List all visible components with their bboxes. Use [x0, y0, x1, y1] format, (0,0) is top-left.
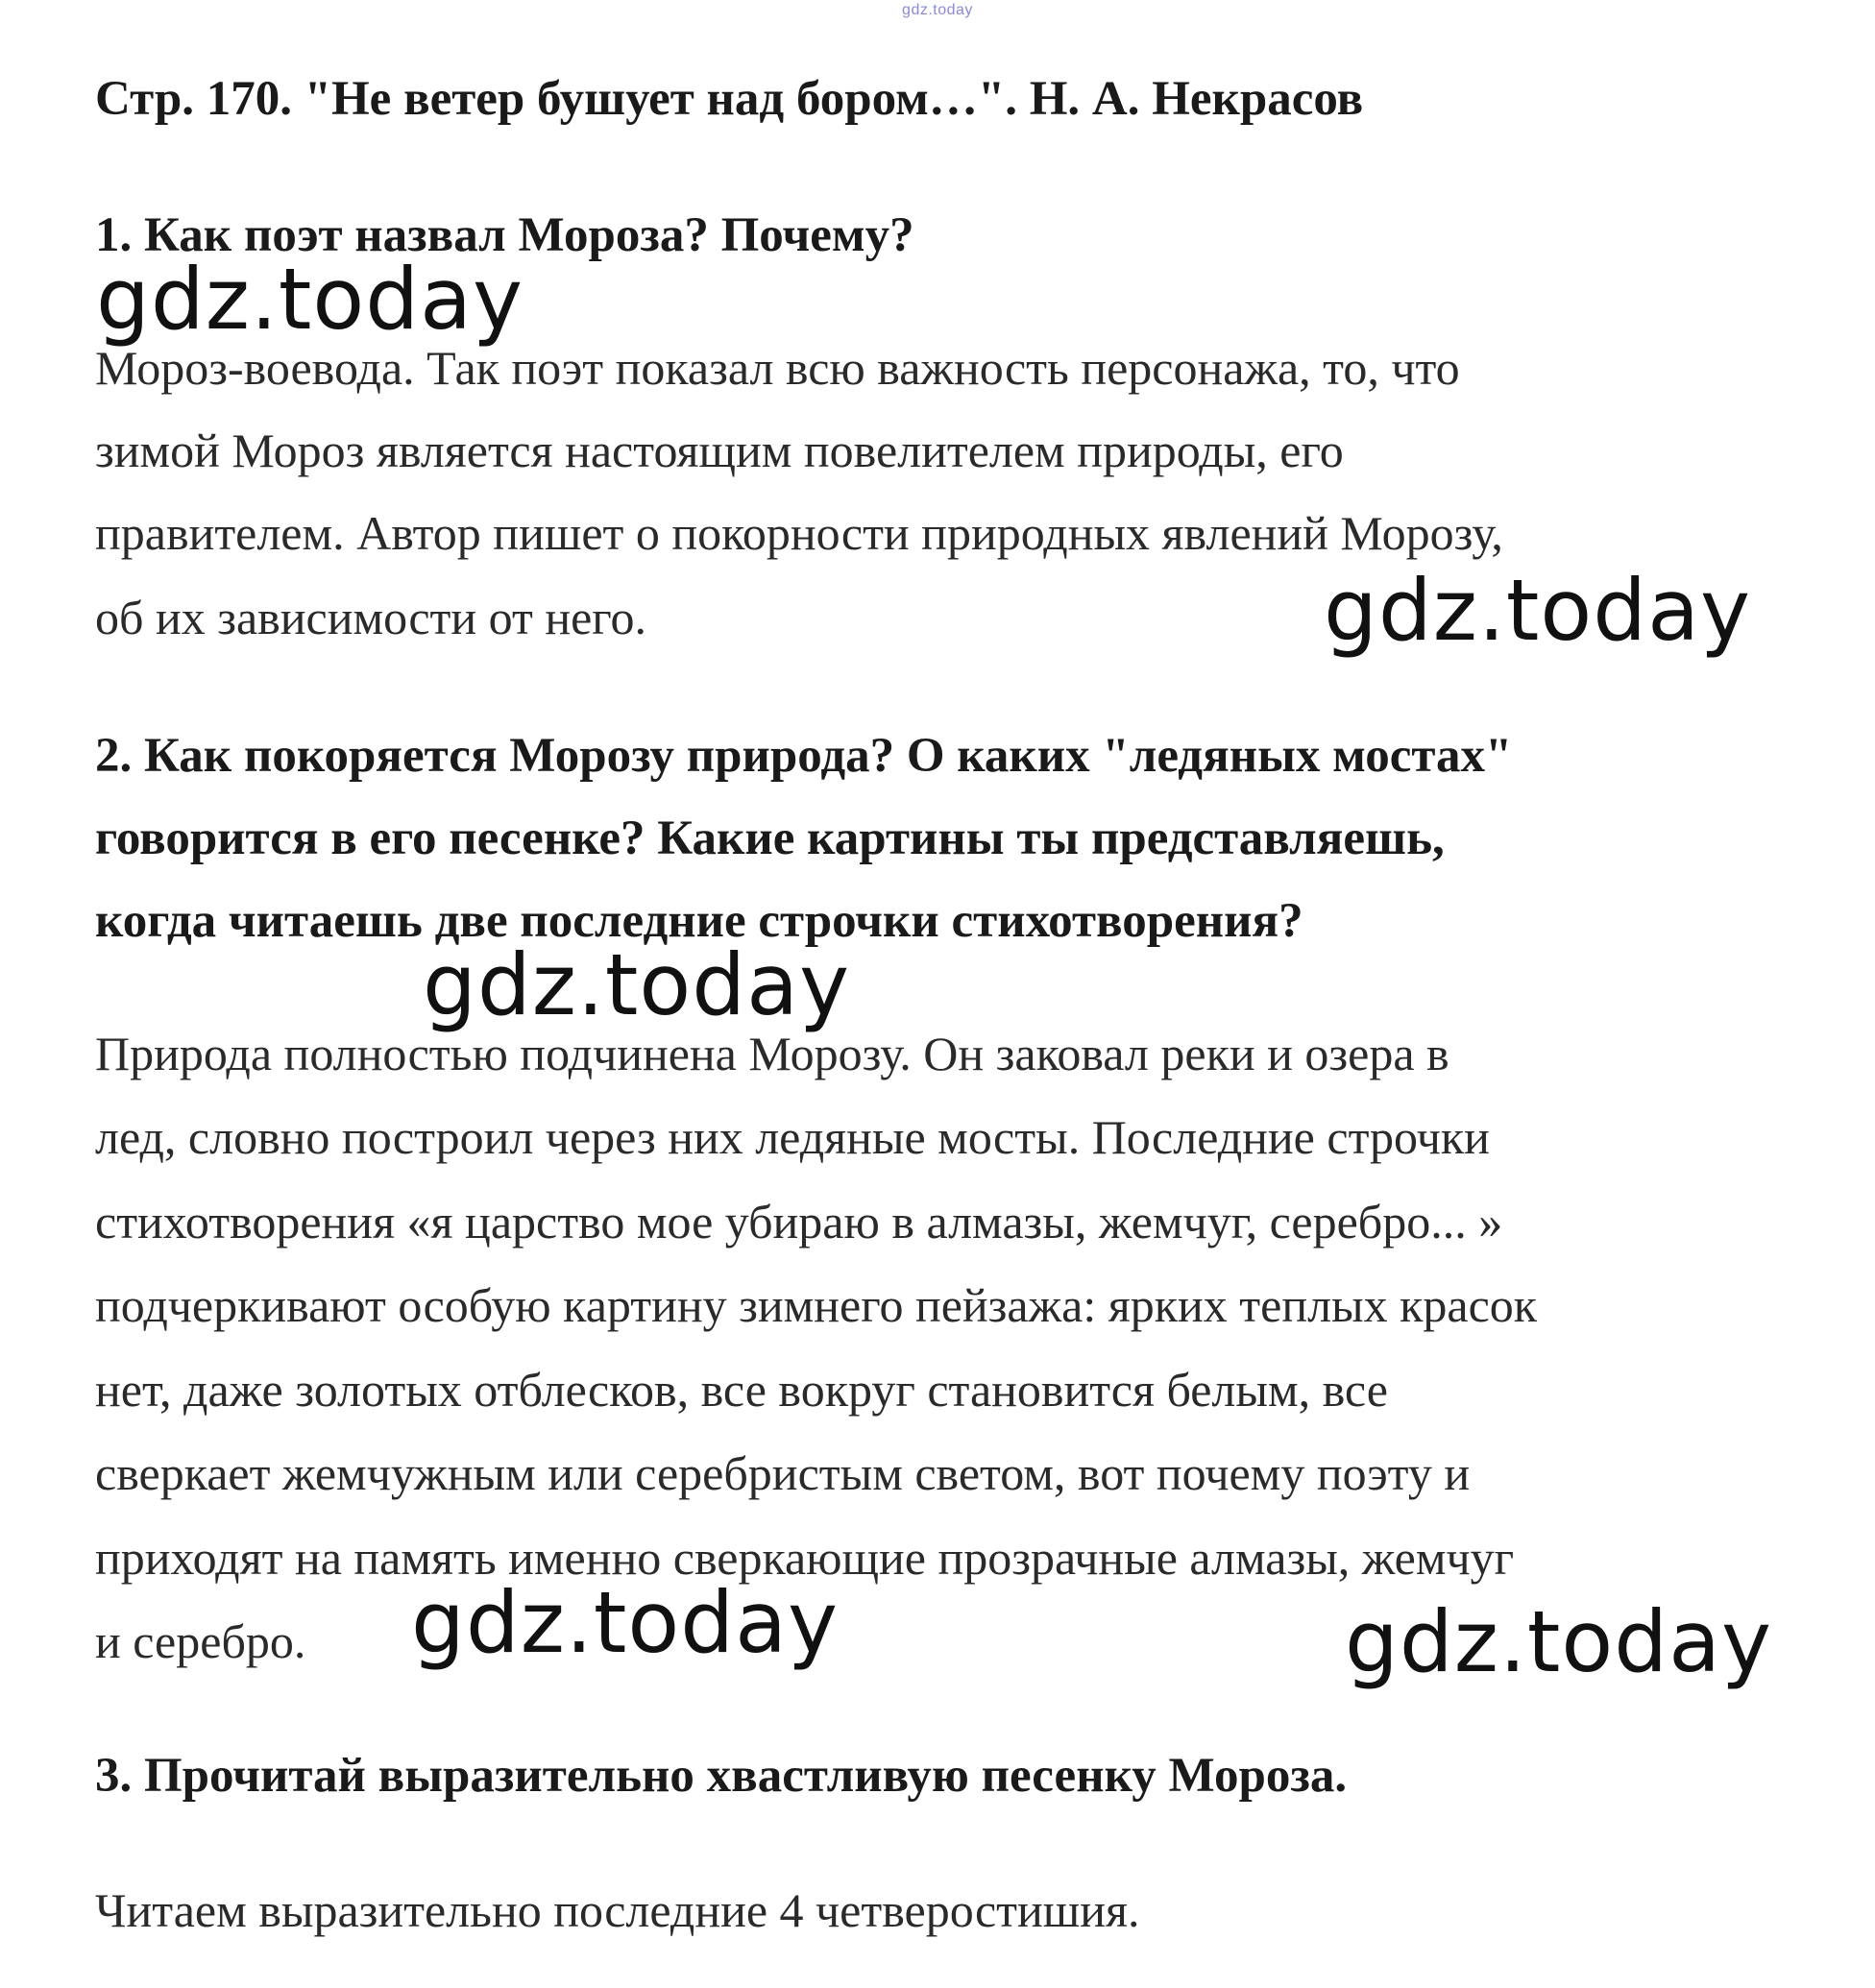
- answer-1-line-2: зимой Мороз является настоящим повелителем природы, его: [95, 424, 1344, 477]
- answer-1-line-4: об их зависимости от него.: [95, 591, 647, 644]
- answer-2-line-8: и серебро.: [95, 1614, 306, 1668]
- watermark-2: gdz.today: [1324, 561, 1752, 660]
- answer-2-line-5: нет, даже золотых отблесков, все вокруг становится белым, все: [95, 1363, 1388, 1417]
- question-3-line-1: 3. Прочитай выразительно хвастливую песенку Мороза.: [95, 1749, 1348, 1803]
- answer-2-line-6: сверкает жемчужным или серебристым светом, вот почему поэту и: [95, 1446, 1471, 1500]
- question-2-line-1: 2. Как покоряется Морозу природа? О каких "ледяных мостах": [95, 729, 1513, 783]
- watermark-3: gdz.today: [423, 935, 851, 1034]
- top-watermark: gdz.today: [902, 2, 973, 18]
- watermark-5: gdz.today: [1345, 1592, 1773, 1691]
- page-title: Стр. 170. "Не ветер бушует над бором…". Н. А. Некрасов: [95, 72, 1364, 126]
- answer-2-line-1: Природа полностью подчинена Морозу. Он заковал реки и озера в: [95, 1027, 1449, 1080]
- question-2-line-3: когда читаешь две последние строчки стихотворения?: [95, 894, 1303, 948]
- answer-1-line-1: Мороз-воевода. Так поэт показал всю важность персонажа, то, что: [95, 341, 1460, 395]
- answer-2-line-3: стихотворения «я царство мое убираю в алмазы, жемчуг, серебро... »: [95, 1195, 1503, 1249]
- question-2-line-2: говорится в его песенке? Какие картины ты представляешь,: [95, 812, 1445, 865]
- watermark-4: gdz.today: [411, 1573, 840, 1672]
- answer-2-line-2: лед, словно построил через них ледяные мосты. Последние строчки: [95, 1110, 1490, 1164]
- watermark-1: gdz.today: [96, 250, 524, 349]
- answer-2-line-7: приходят на память именно сверкающие прозрачные алмазы, жемчуг: [95, 1531, 1515, 1585]
- question-1-line-1: 1. Как поэт назвал Мороза? Почему?: [95, 208, 914, 262]
- answer-3-line-1: Читаем выразительно последние 4 четверостишия.: [95, 1883, 1140, 1937]
- answer-1-line-3: правителем. Автор пишет о покорности природных явлений Морозу,: [95, 506, 1503, 560]
- answer-2-line-4: подчеркивают особую картину зимнего пейзажа: ярких теплых красок: [95, 1278, 1538, 1332]
